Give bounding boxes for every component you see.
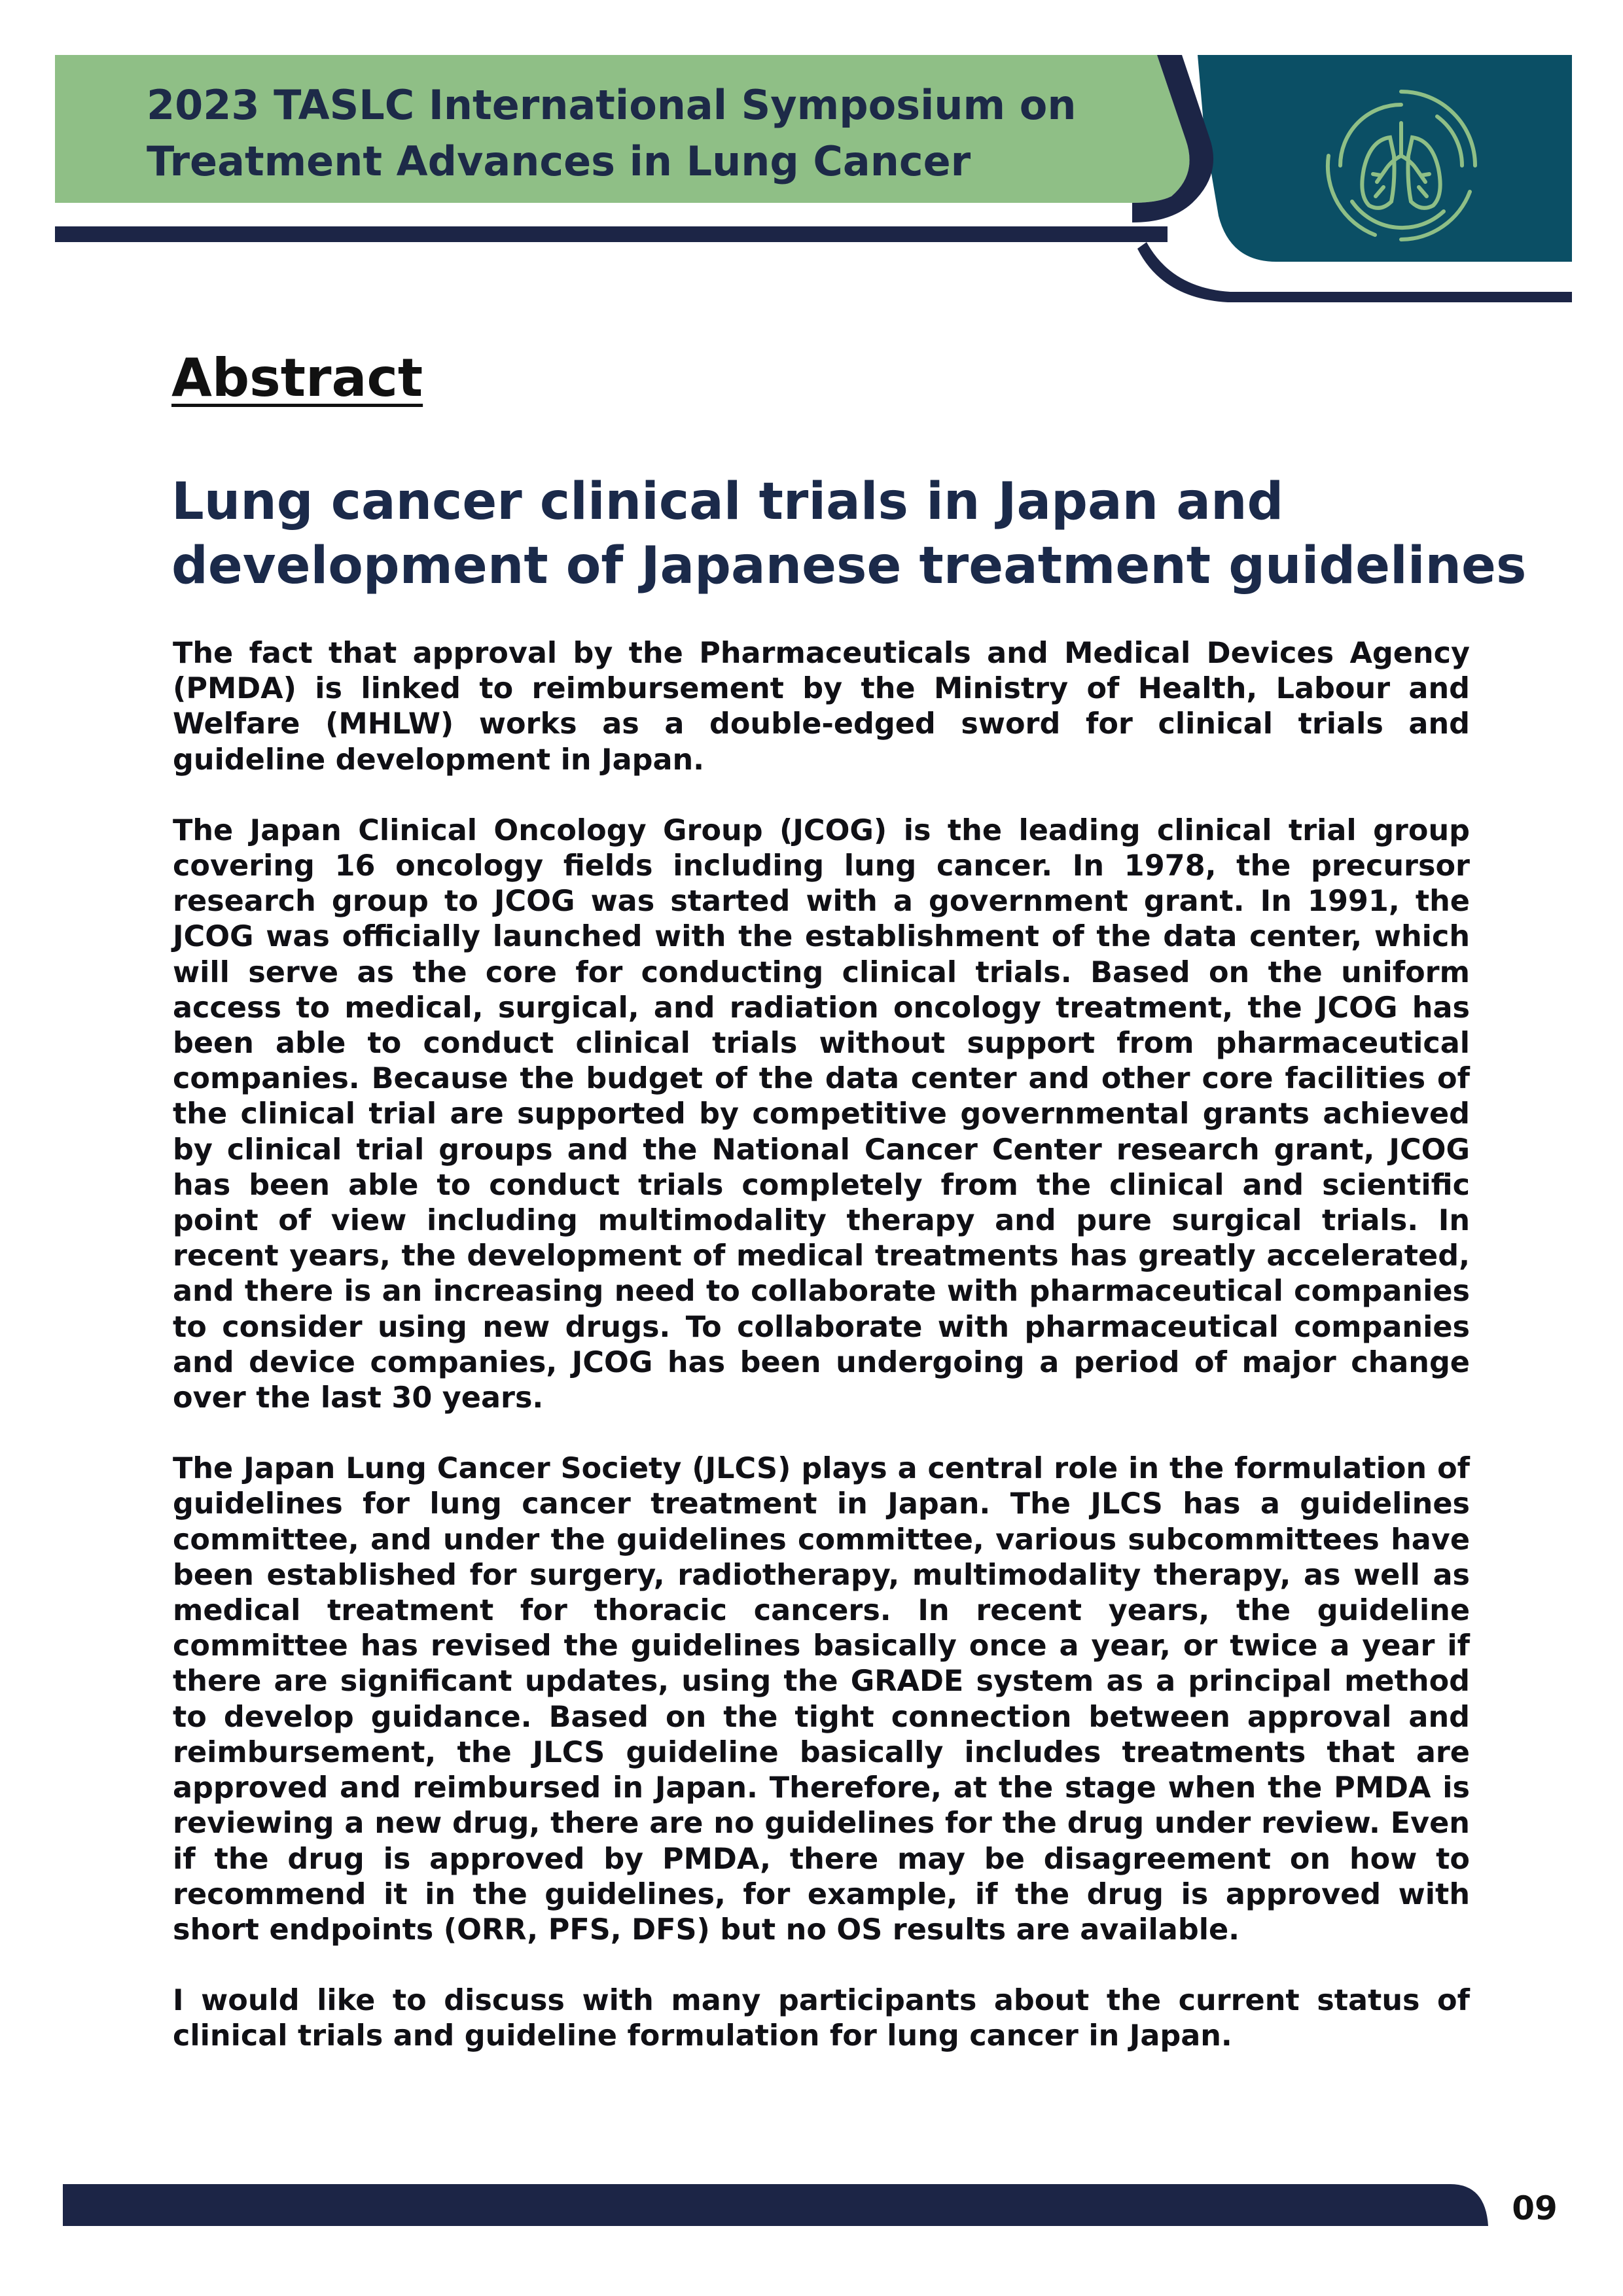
lungs-icon — [1313, 77, 1489, 254]
article-title-line2: development of Japanese treatment guidelines — [171, 537, 1527, 595]
symposium-title — [147, 77, 1128, 190]
abstract-paragraph: The fact that approval by the Pharmaceuticals and Medical Devices Agency (PMDA) is linked to reimbursement by the Ministry of Health, Labour and Welfare (MHLW) works as a double-edged sword for clinical trials and guideline development in Japan. — [173, 637, 1470, 777]
abstract-body — [173, 636, 1470, 2090]
abstract-paragraph: I would like to discuss with many participants about the current status of clinical trials and guideline formulation for lung cancer in Japan. — [173, 1984, 1470, 2053]
abstract-heading: Abstract — [171, 347, 423, 408]
page-number: 09 — [1512, 2189, 1558, 2227]
symposium-title-line1: 2023 TASLC International Symposium on — [147, 81, 1077, 129]
header-navy-bar — [55, 226, 1168, 242]
article-title-line1: Lung cancer clinical trials in Japan and — [171, 472, 1284, 531]
symposium-title-line2: Treatment Advances in Lung Cancer — [147, 137, 971, 185]
abstract-paragraph: The Japan Clinical Oncology Group (JCOG) is the leading clinical trial group covering 16 oncology fields including lung cancer. In 1978, the precursor research group to JCOG was started with a government grant. In 1991, the JCOG was officially launched with the establishment of the data center, which will serve as the core for conducting clinical trials. Based on the uniform access to medical, surgical, and radiation oncology treatment, the JCOG has been able to conduct clinical trials without support from pharmaceutical companies. Because the budget of the data center and other core facilities of the clinical trial are supported by competitive governmental grants achieved by clinical trial groups and the National Cancer Center research grant, JCOG has been able to conduct trials completely from the clinical and scientific point of view including multimodality therapy and pure surgical trials. In recent years, the development of medical treatments has greatly accelerated, and there is an increasing need to collaborate with pharmaceutical companies to consider using new drugs. To collaborate with pharmaceutical companies and device companies, JCOG has been undergoing a period of major change over the last 30 years. — [173, 813, 1470, 1415]
footer-bar — [0, 2159, 1623, 2238]
abstract-paragraph: The Japan Lung Cancer Society (JLCS) plays a central role in the formulation of guidelines for lung cancer treatment in Japan. The JLCS has a guidelines committee, and under the guidelines committee, various subcommittees have been established for surgery, radiotherapy, multimodality therapy, as well as medical treatment for thoracic cancers. In recent years, the guideline committee has revised the guidelines basically once a year, or twice a year if there are significant updates, using the GRADE system as a principal method to develop guidance. Based on the tight connection between approval and reimbursement, the JLCS guideline basically includes treatments that are approved and reimbursed in Japan. Therefore, at the stage when the PMDA is reviewing a new drug, there are no guidelines for the drug under review. Even if the drug is approved by PMDA, there may be disagreement on how to recommend it in the guidelines, for example, if the drug is approved with short endpoints (ORR, PFS, DFS) but no OS results are available. — [173, 1452, 1470, 1947]
article-title — [171, 470, 1527, 598]
